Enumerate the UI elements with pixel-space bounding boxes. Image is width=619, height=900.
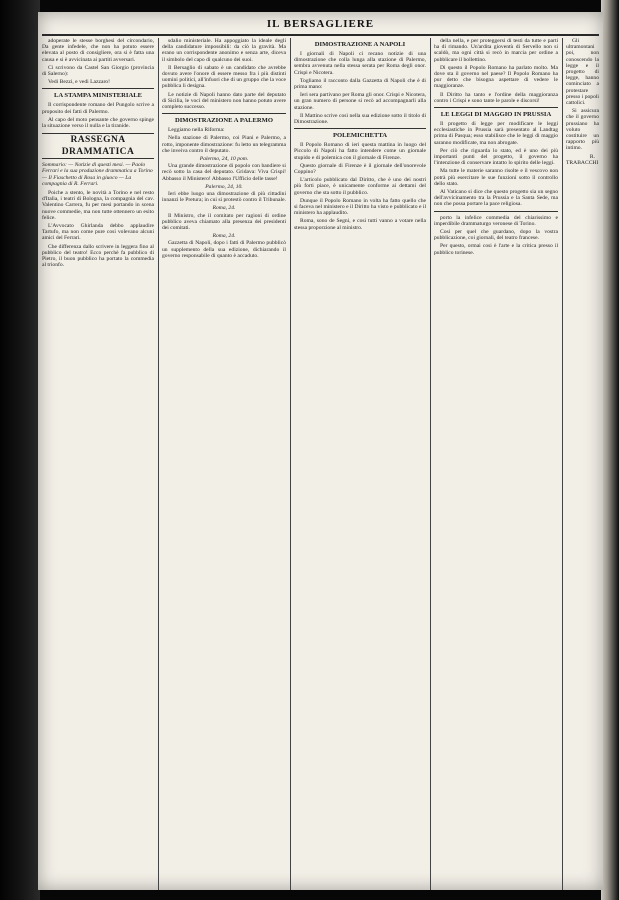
section-heading: LE LEGGI DI MAGGIO IN PRUSSIA xyxy=(440,111,552,119)
divider xyxy=(434,211,558,212)
article-paragraph: Che differenza dallo scrivere in leggera fino al pubblico del teatro! Ecco perchè fa pubblico di Pietro, il buon pubblico ha portato la commedia al trionfo. xyxy=(42,243,154,269)
article-summary: Sommario: — Notizie di questi mesi. — Paolo Ferrari e la sua produzione drammatica a Torino — Il Fiaschetto di Rosa in giuoco — La compagnia di R. Ferrari. xyxy=(42,162,153,187)
divider xyxy=(294,128,426,129)
column-rule xyxy=(290,38,291,890)
article-paragraph: Gli ultramontani poi, non conoscendo la legge e il progetto di legge, hanno cominciato a protestare presso i popoli cattolici. xyxy=(566,38,599,107)
article-paragraph: Al capo del moto pensante che governo spinge la situazione verso il nulla e la tiranide. xyxy=(42,116,154,130)
article-paragraph: Il Mattino scrive così nella sua edizione sotto il titolo di Dimostrazione. xyxy=(294,112,426,126)
section-heading: POLEMICHETTA xyxy=(332,132,388,140)
article-paragraph: Il Ministro, che il comitato per ragioni di ordine pubblico aveva chiamato alla presenza dei presidenti dei comitati. xyxy=(162,212,286,232)
article-paragraph: Il Diritto ha tanto e l'ordine della maggioranza contro i Crispi e sono tante le parole e discorsi! xyxy=(434,91,558,104)
article-paragraph: Al Vaticano si dice che questo progetto sia un segno dell'avvicinamento tra la Prussia e la Santa Sede, ma non che possa portare la pace religiosa. xyxy=(434,189,558,208)
column-5 xyxy=(562,38,603,890)
column-1 xyxy=(38,38,158,890)
article-paragraph: Cosi per quel che guardano, dopo la vostra pubblicazione, coi giornali, del teatro francese. xyxy=(434,229,558,242)
column-3 xyxy=(290,38,430,890)
article-paragraph: Ieri ebbe luogo una dimostrazione di più cittadini innanzi le Pretura; in cui si protestò contro il Tribunale. xyxy=(162,191,286,204)
article-paragraph: L'articolo pubblicato dal Diritto, che è uno dei nostri più forti piace, è unicamente conforme ai dettami del governo che sta sotto il pubblico. xyxy=(294,177,426,196)
newspaper-page xyxy=(38,12,603,890)
article-paragraph: Il Bersaglio di sabato è un candidato che avrebbe dovuto avere l'onore di essere messo fra i più distinti uomini politici, all'infuori che di un gruppo che la voce pubblica li designa. xyxy=(162,64,286,90)
dateline: Roma, 24. xyxy=(212,233,236,240)
divider xyxy=(162,113,286,114)
article-paragraph: Il corrispondente romano del Pungolo scrive a proposito dei fatti di Palermo. xyxy=(42,102,154,115)
article-paragraph: della nella, e per proteggersi di testi da tutte e parti ha di rimando. Un'ardita gioventù di Servello non si scaldò, ma ogni città si recò in marcia per ordine a pubblicare il bollettino. xyxy=(434,38,558,63)
column-rule xyxy=(562,38,563,890)
divider xyxy=(434,107,558,108)
column-rule xyxy=(430,38,431,890)
article-paragraph: I giornali di Napoli ci recano notizie di una dimostrazione che colla lunga alla stazione di Palermo, sembra avvenuta nella stessa serata per Roma degli onor. Crispi e Nicotera. xyxy=(294,51,426,76)
article-paragraph: L'Avvocato Ghirlanda debbo applaudire Tartufo, ma non come pure cosi volevano alcuni amici del Ferrari. xyxy=(42,223,154,242)
article-paragraph: sdalio ministeriale. Ha appoggiato la ideale degli della candidature impossibili: da ciò la gravità. Ma erano un corrispondente anonimo e senza arte, diceva il simbolo del capo di qualcuno dei suoi. xyxy=(162,38,286,63)
section-heading: LA STAMPA MINISTERIALE xyxy=(53,92,143,100)
article-paragraph: Il progetto di legge per modificare le leggi ecclesiastiche in Prussia sarà presentato al Landtag prima di Pasqua; esso stabilisce che le leggi di maggio saranno modificate, ma non abrogate. xyxy=(434,121,558,146)
article-paragraph: Leggiamo nella Riforma: xyxy=(168,127,225,134)
article-paragraph: Questo giornale di Firenze è il giornale dell'onorevole Coppino? xyxy=(294,162,426,176)
article-paragraph: Nella stazione di Palermo, coi Piani e Palermo, a rotto, imponente dimostrazione: fu letto un telegramma che inveiva contro il deputato. xyxy=(162,135,286,154)
masthead-title: IL BERSAGLIERE xyxy=(266,18,375,30)
article-paragraph: Il Popolo Romano di ieri questa mattina in luogo del Piccolo di Napoli ha fatto intendere come un giornale stupido e di polemica con il giornale di Firenze. xyxy=(294,142,426,161)
column-2 xyxy=(158,38,290,890)
article-paragraph: Ma tutte le materie saranno risolte e il vescovo non potrà più esercitare le sue funzioni sotto il controllo dello stato. xyxy=(434,168,558,187)
column-4 xyxy=(430,38,562,890)
article-paragraph: Per questo, ormai cosi è l'arte e la critica presso il pubblico torinese. xyxy=(434,243,558,256)
scan-right-edge xyxy=(601,0,619,900)
scan-left-edge xyxy=(0,0,40,900)
section-heading: DIMOSTRAZIONE A PALERMO xyxy=(174,117,274,125)
article-paragraph: Poiche a stento, le novità a Torino e nel resto d'Italia, i teatri di Bologna, la compagnia del cav. Valentino Carrera, fu per mesi portando in scena nuove commedie, ma non tutte ottennero un esito felice. xyxy=(42,190,154,221)
article-paragraph: Vedi Bezzi, e vedi Lazzaro! xyxy=(48,79,110,86)
article-paragraph: Roma, sono de Segni, e cosi tutti vanno a votare nella stessa proporzione al ministro. xyxy=(294,218,426,231)
article-paragraph: Per ciò che riguarda lo stato, ed è uno dei più importanti punti del progetto, il governo ha l'intenzione di conservare intatto lo spirito delle leggi. xyxy=(434,147,558,167)
dateline: Palermo, 24, 10 pom. xyxy=(199,156,249,163)
dateline: Palermo, 24, 10. xyxy=(205,183,243,190)
article-paragraph: Le notizie di Napoli hanno dato parte del deputato di Sicilia, le voci del ministero non hanno potuto avere completo successo. xyxy=(162,91,286,111)
article-paragraph: Dunque il Popolo Romano in volta ha fatto quello che si faceva nel ministero e il Diritto ha visto e pubblicato e il ministero ha applaudito. xyxy=(294,197,426,217)
columns xyxy=(38,38,603,890)
masthead-rule xyxy=(42,34,599,36)
article-paragraph: Togliamo il racconto dalla Gazzetta di Napoli che è di prima mano: xyxy=(294,77,426,91)
article-paragraph: Ieri sera partivano per Roma gli onor. Crispi e Nicotera, un gran numero di persone si recò ad accompagnarli alla stazione. xyxy=(294,92,426,111)
author-signature: R. TRABACCHI xyxy=(566,153,599,166)
article-paragraph: Di questo il Popolo Romano ha parlato molto. Ma dove sta il governo nel paese? Il Popolo Romano ha pur detto che bisogna aspettare di vedere le maggioranze. xyxy=(434,64,558,90)
column-rule xyxy=(158,38,159,890)
article-paragraph: Una grande dimostrazione di popolo con bandiere si recò sotto la casa del deputato. Gridava: Viva Crispi! Abbasso il Ministero! Abbasso l'Ufficio delle tasse! xyxy=(162,163,286,182)
divider xyxy=(42,88,154,89)
article-paragraph: porto la infelice commedia del chiarissimo e imperdibile drammaturgo veronese di Torino. xyxy=(434,214,558,227)
article-paragraph: Gazzetta di Napoli, dopo i fatti di Palermo pubblicò un supplemento della sua edizione, dichiarando il governo responsabile di quanto è accaduto. xyxy=(162,240,286,259)
section-heading: DIMOSTRAZIONE A NAPOLI xyxy=(314,41,406,48)
dateline: Roma, 24. xyxy=(212,205,236,212)
article-paragraph: Ci scrivono da Castel San Giorgio (provincia di Salerno): xyxy=(42,64,154,78)
section-heading-large: RASSEGNA DRAMMATICA xyxy=(42,133,154,159)
article-paragraph: Si assicura che il governo prussiano ha voluto costituire un rapporto più intimo. xyxy=(566,108,599,152)
article-paragraph: adoperate le stesse borghesi del circondario, Da gente infedele, che non ha potuto essere elevata al posto di consigliere, ora si è fatta una causa e si è avvicinata ai partiti avversari. xyxy=(42,38,154,63)
